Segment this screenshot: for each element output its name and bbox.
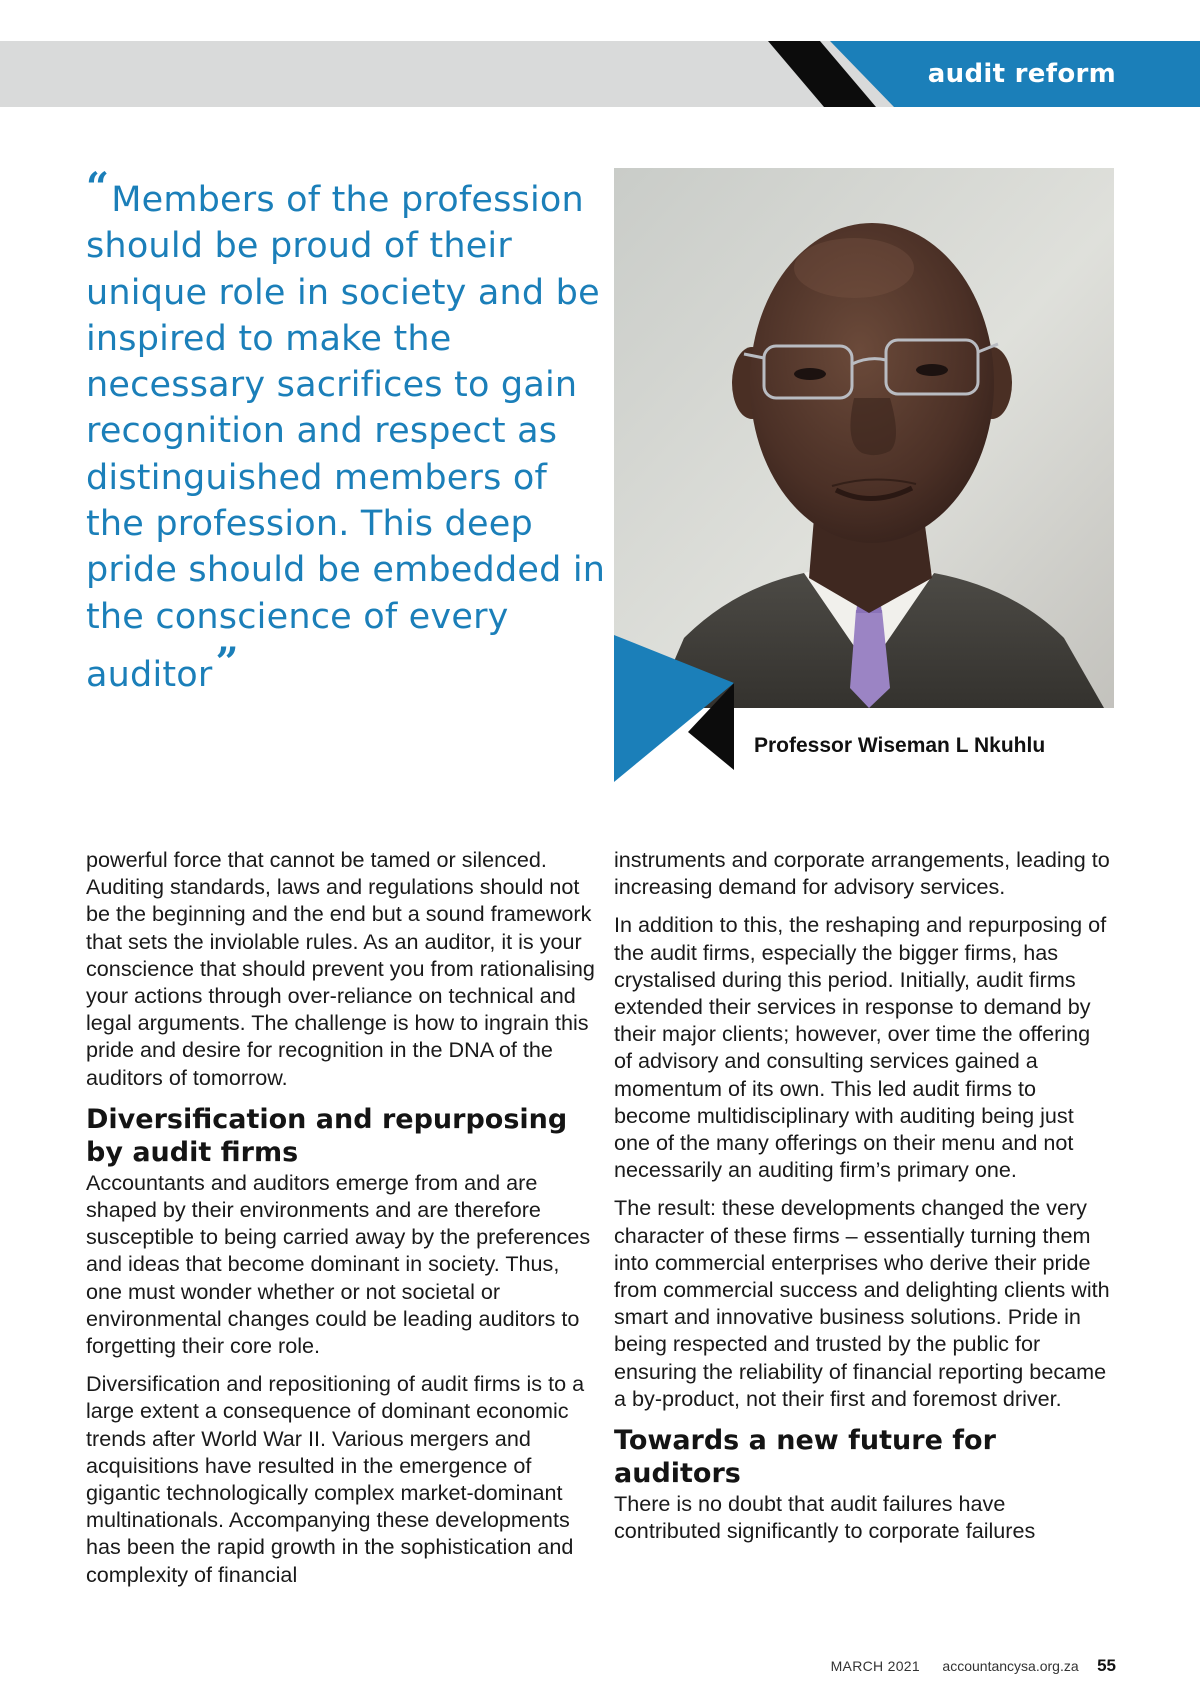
left-column (86, 846, 596, 1599)
page-number: 55 (1097, 1656, 1116, 1675)
open-quote-mark: “ (86, 164, 110, 211)
close-quote-mark: ” (215, 638, 239, 686)
section-heading: Towards a new future for auditors (614, 1425, 996, 1490)
section-heading: Diversification and repurposing by audit firms (86, 1103, 568, 1168)
paragraph: Diversification and repositioning of audit firms is to a large extent a consequence of dominant economic trends after World War II. Various mergers and acquisitions have resulted in the emergence of gigantic technologically complex market-dominant multinationals. Accompanying these developments has been the rapid growth in the sophistication and complexity of financial (86, 1371, 585, 1587)
photo-caption: Professor Wiseman L Nkuhlu (754, 734, 1046, 757)
right-column (614, 846, 1114, 1555)
paragraph: Accountants and auditors emerge from and are shaped by their environments and are therefore susceptible to being carried away by the preferences and ideas that become dominant in society. Thus, one must wonder whether or not societal or environmental changes could be leading auditors to forgetting their core role. (86, 1169, 591, 1359)
photo-accent-triangles (614, 635, 734, 782)
paragraph: The result: these developments changed the very character of these firms – essentially turning them into commercial enterprises who derive their pride from commercial success and delighting clients with smart and innovative business solutions. Pride in being respected and trusted by the public for ensuring the reliability of financial reporting became a by-product, not their first and foremost driver. (614, 1195, 1110, 1411)
portrait-photo (614, 168, 1114, 708)
page-footer (831, 1656, 1116, 1676)
pull-quote (86, 165, 606, 698)
issue-date: MARCH 2021 (830, 1658, 920, 1674)
paragraph: There is no doubt that audit failures have contributed significantly to corporate failures (614, 1491, 1036, 1544)
paragraph: powerful force that cannot be tamed or silenced. Auditing standards, laws and regulations should not be the beginning and the end but a sound framework that sets the inviolable rules. As an auditor, it is your conscience that should prevent you from rationalising your actions through over-reliance on technical and legal arguments. The challenge is how to ingrain this pride and desire for recognition in the DNA of the auditors of tomorrow. (86, 847, 595, 1090)
paragraph: In addition to this, the reshaping and repurposing of the audit firms, especially the bigger firms, has crystalised during this period. Initially, audit firms extended their services in response to demand by their major clients; however, over time the offering of advisory and consulting services gained a momentum of its own. This led audit firms to become multidisciplinary with auditing being just one of the many offerings on their menu and not necessarily an auditing firm’s primary one. (614, 912, 1107, 1183)
paragraph: instruments and corporate arrangements, leading to increasing demand for advisory services. (614, 847, 1110, 900)
website: accountancysa.org.za (942, 1658, 1079, 1674)
pull-quote-text: Members of the profession should be proud of their unique role in society and be inspired to make the necessary sacrifices to gain recognition and respect as distinguished members of the profession. This deep pride should be embedded in the conscience of every auditor (86, 180, 606, 695)
section-label: audit reform (927, 59, 1116, 89)
